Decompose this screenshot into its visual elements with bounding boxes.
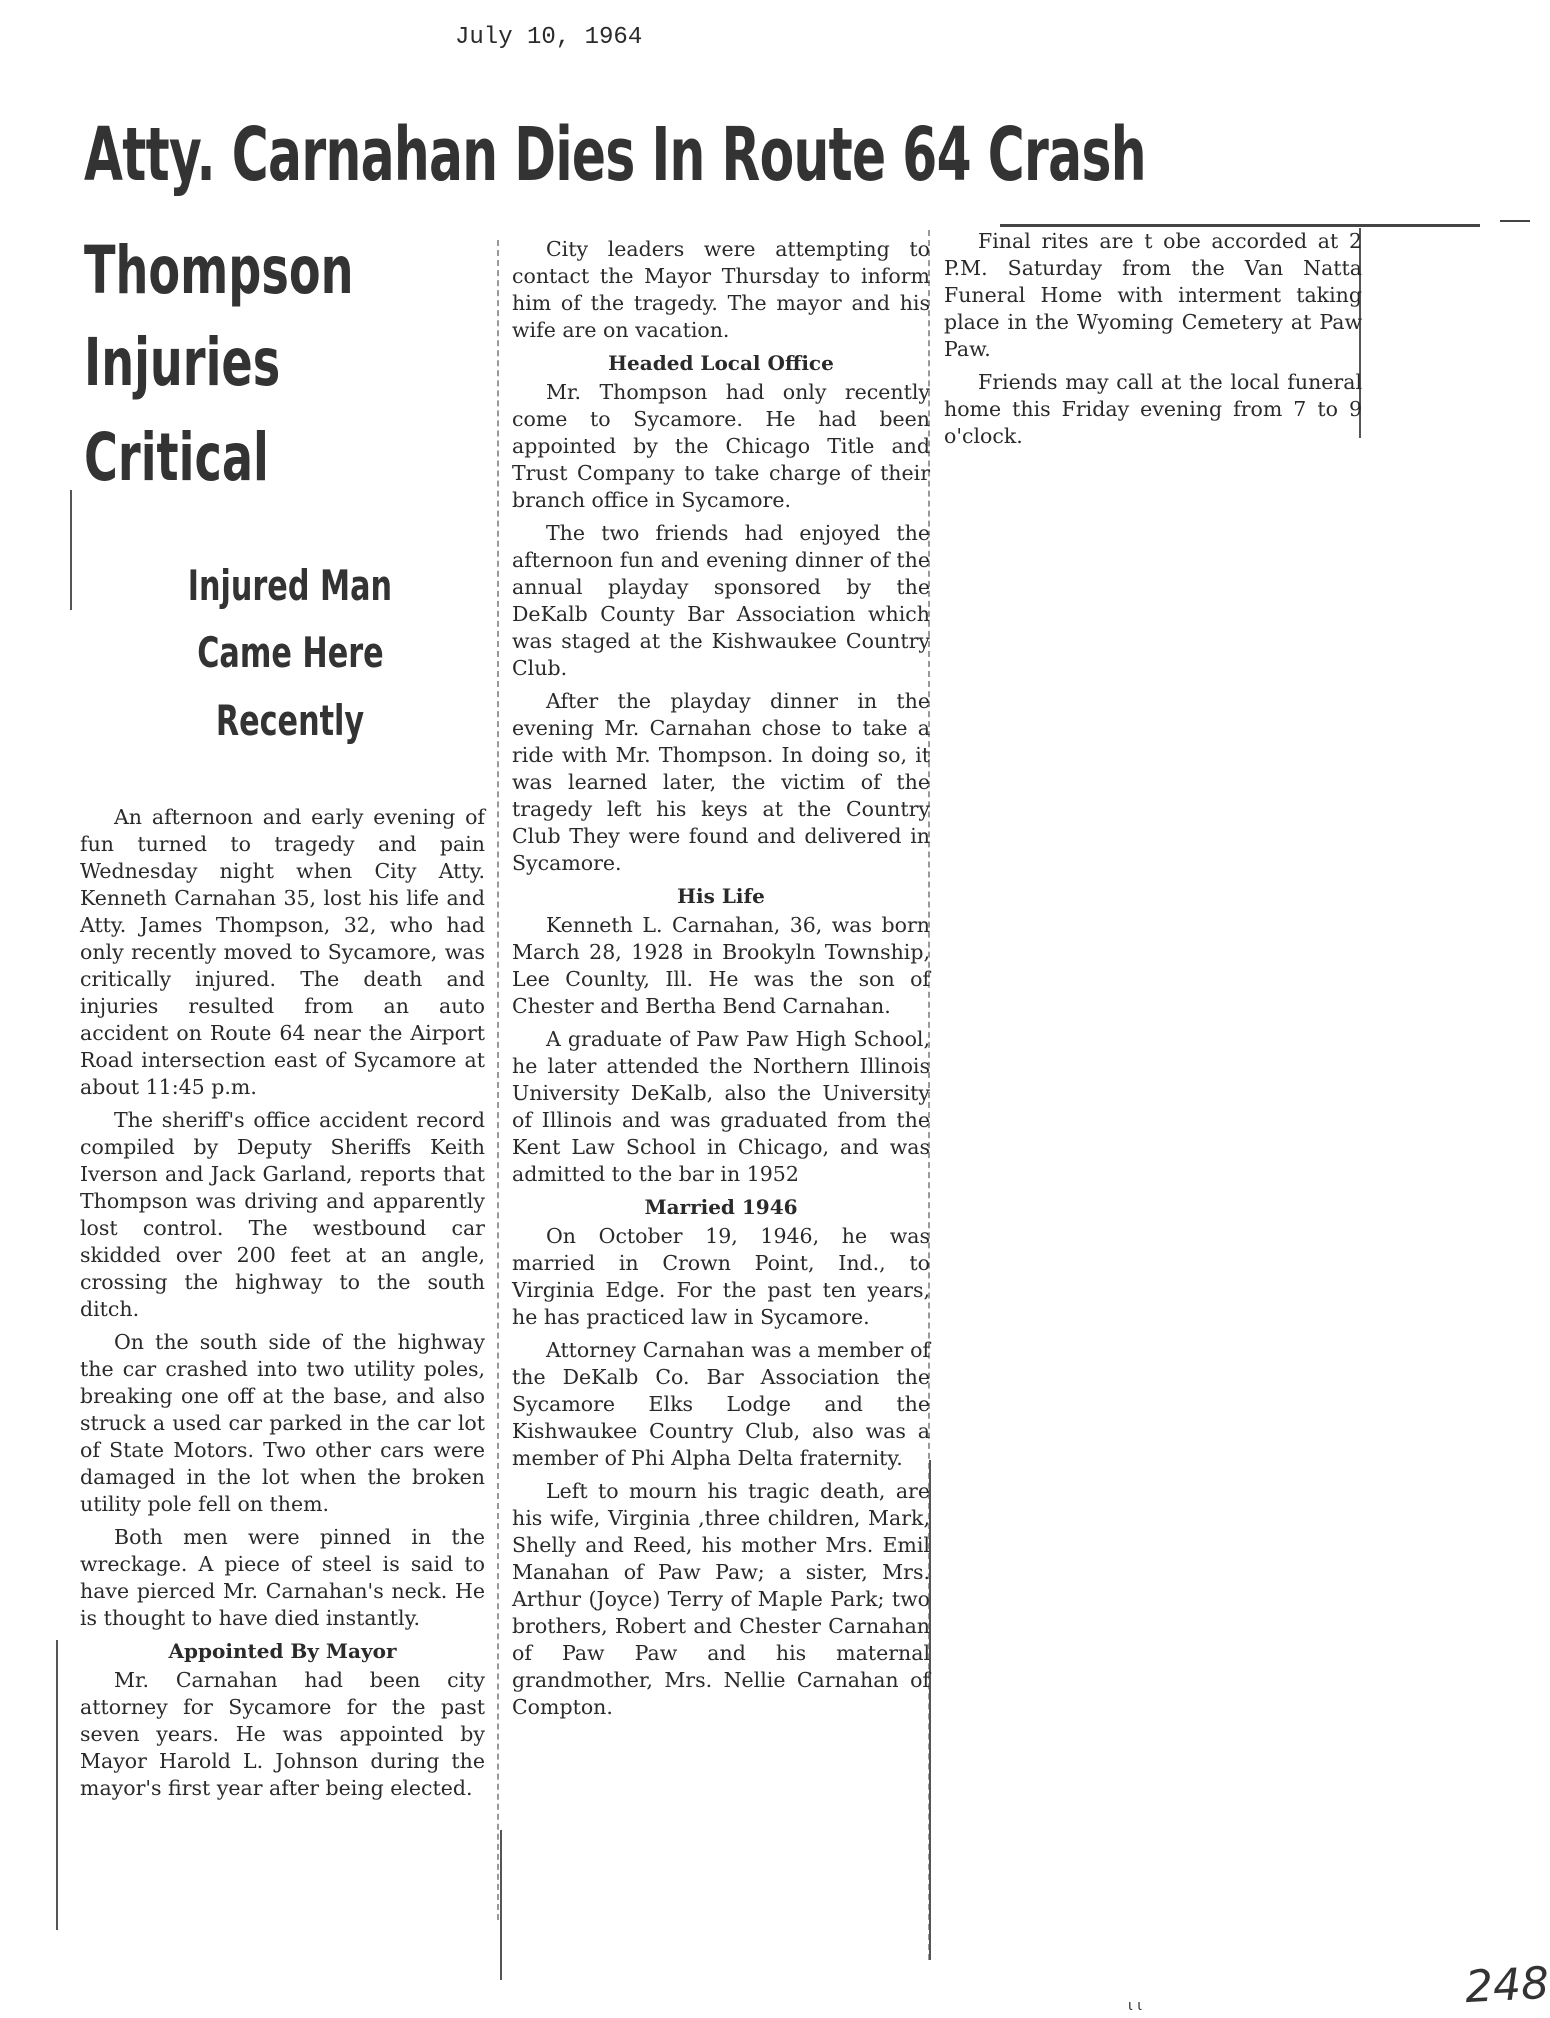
paragraph: On the south side of the highway the car crashed into two utility poles, breaking one off at the base, and also struck a used car parked in the car lot of State Motors. Two other cars were damaged in the lot when the broken utility pole fell on them. [80,1330,485,1516]
deck-line-3: Recently [215,696,365,745]
section-heading: Married 1946 [644,1195,798,1219]
column-rule-left-top [70,490,72,610]
deck-line-2: Came Here [196,628,384,677]
section-heading: Headed Local Office [608,351,834,375]
section-heading: His Life [677,884,765,908]
paragraph: A graduate of Paw Paw High School, he later attended the Northern Illinois University DeKalb, also the University of Illinois and was graduated from the Kent Law School in Chicago, and was admitted to the bar in 1952 [512,1027,930,1186]
column-rule-left-bottom [56,1640,58,1930]
margin-marks: ι ι [1128,1998,1142,2014]
article-column-2 [512,236,930,1727]
article-column-1 [80,804,485,1808]
article-column-3 [944,228,1362,456]
subhead-line-2: Injuries [84,324,281,401]
paragraph: Friends may call at the local funeral home this Friday evening from 7 to 9 o'clock. [944,370,1362,448]
paragraph: Attorney Carnahan was a member of the DeKalb Co. Bar Association the Sycamore Elks Lodge and the Kishwaukee Country Club, also was a member of Phi Alpha Delta fraternity. [512,1338,930,1470]
subhead-line-1: Thompson [84,232,354,309]
subhead-line-3: Critical [84,419,269,496]
paragraph: After the playday dinner in the evening Mr. Carnahan chose to take a ride with Mr. Thompson. In doing so, it was learned later, the victim of the tragedy left his keys at the Country Club They were found and delivered in Sycamore. [512,689,930,875]
handwritten-page-number: 248 [1463,1957,1550,2014]
paragraph: Final rites are t obe accorded at 2 P.M. Saturday from the Van Natta Funeral Home with interment taking place in the Wyoming Cemetery at Paw Paw. [944,229,1362,361]
paragraph: The two friends had enjoyed the afternoon fun and evening dinner of the annual playday sponsored by the DeKalb County Bar Association which was staged at the Kishwaukee Country Club. [512,521,930,680]
paragraph: Mr. Thompson had only recently come to Sycamore. He had been appointed by the Chicago Title and Trust Company to take charge of their branch office in Sycamore. [512,380,930,512]
headline: Atty. Carnahan Dies In Route 64 Crash [84,112,1146,198]
paragraph: Kenneth L. Carnahan, 36, was born March 28, 1928 in Brookyln Township, Lee Counlty, Ill. He was the son of Chester and Bertha Bend Carnahan. [512,913,930,1018]
paragraph: Mr. Carnahan had been city attorney for Sycamore for the past seven years. He was appointed by Mayor Harold L. Johnson during the mayor's first year after being elected. [80,1668,485,1800]
headline-rule-right [1500,220,1530,222]
paragraph: Left to mourn his tragic death, are his wife, Virginia ,three children, Mark, Shelly and Reed, his mother Mrs. Emil Manahan of Paw Paw; a sister, Mrs. Arthur (Joyce) Terry of Maple Park; two brothers, Robert and Chester Carnahan of Paw Paw and his maternal grandmother, Mrs. Nellie Carnahan of Compton. [512,1479,930,1719]
headline-rule [1000,224,1480,227]
paragraph: City leaders were attempting to contact the Mayor Thursday to inform him of the tragedy. The mayor and his wife are on vacation. [512,237,930,342]
section-heading: Appointed By Mayor [168,1639,397,1663]
paragraph: Both men were pinned in the wreckage. A piece of steel is said to have pierced Mr. Carnahan's neck. He is thought to have died instantly. [80,1525,485,1630]
paragraph: The sheriff's office accident record compiled by Deputy Sheriffs Keith Iverson and Jack Garland, reports that Thompson was driving and apparently lost control. The westbound car skidded over 200 feet at an angle, crossing the highway to the south ditch. [80,1108,485,1321]
column-divider-1 [497,240,500,1920]
clipping-date: July 10, 1964 [455,24,643,51]
deck-line-1: Injured Man [187,561,393,610]
column-rule-1-bottom [500,1830,502,1980]
paragraph: On October 19, 1946, he was married in Crown Point, Ind., to Virginia Edge. For the past ten years, he has practiced law in Sycamore. [512,1224,930,1329]
paragraph: An afternoon and early evening of fun turned to tragedy and pain Wednesday night when City Atty. Kenneth Carnahan 35, lost his life and Atty. James Thompson, 32, who had only recently moved to Sycamore, was critically injured. The death and injuries resulted from an auto accident on Route 64 near the Airport Road intersection east of Sycamore at about 11:45 p.m. [80,805,485,1099]
